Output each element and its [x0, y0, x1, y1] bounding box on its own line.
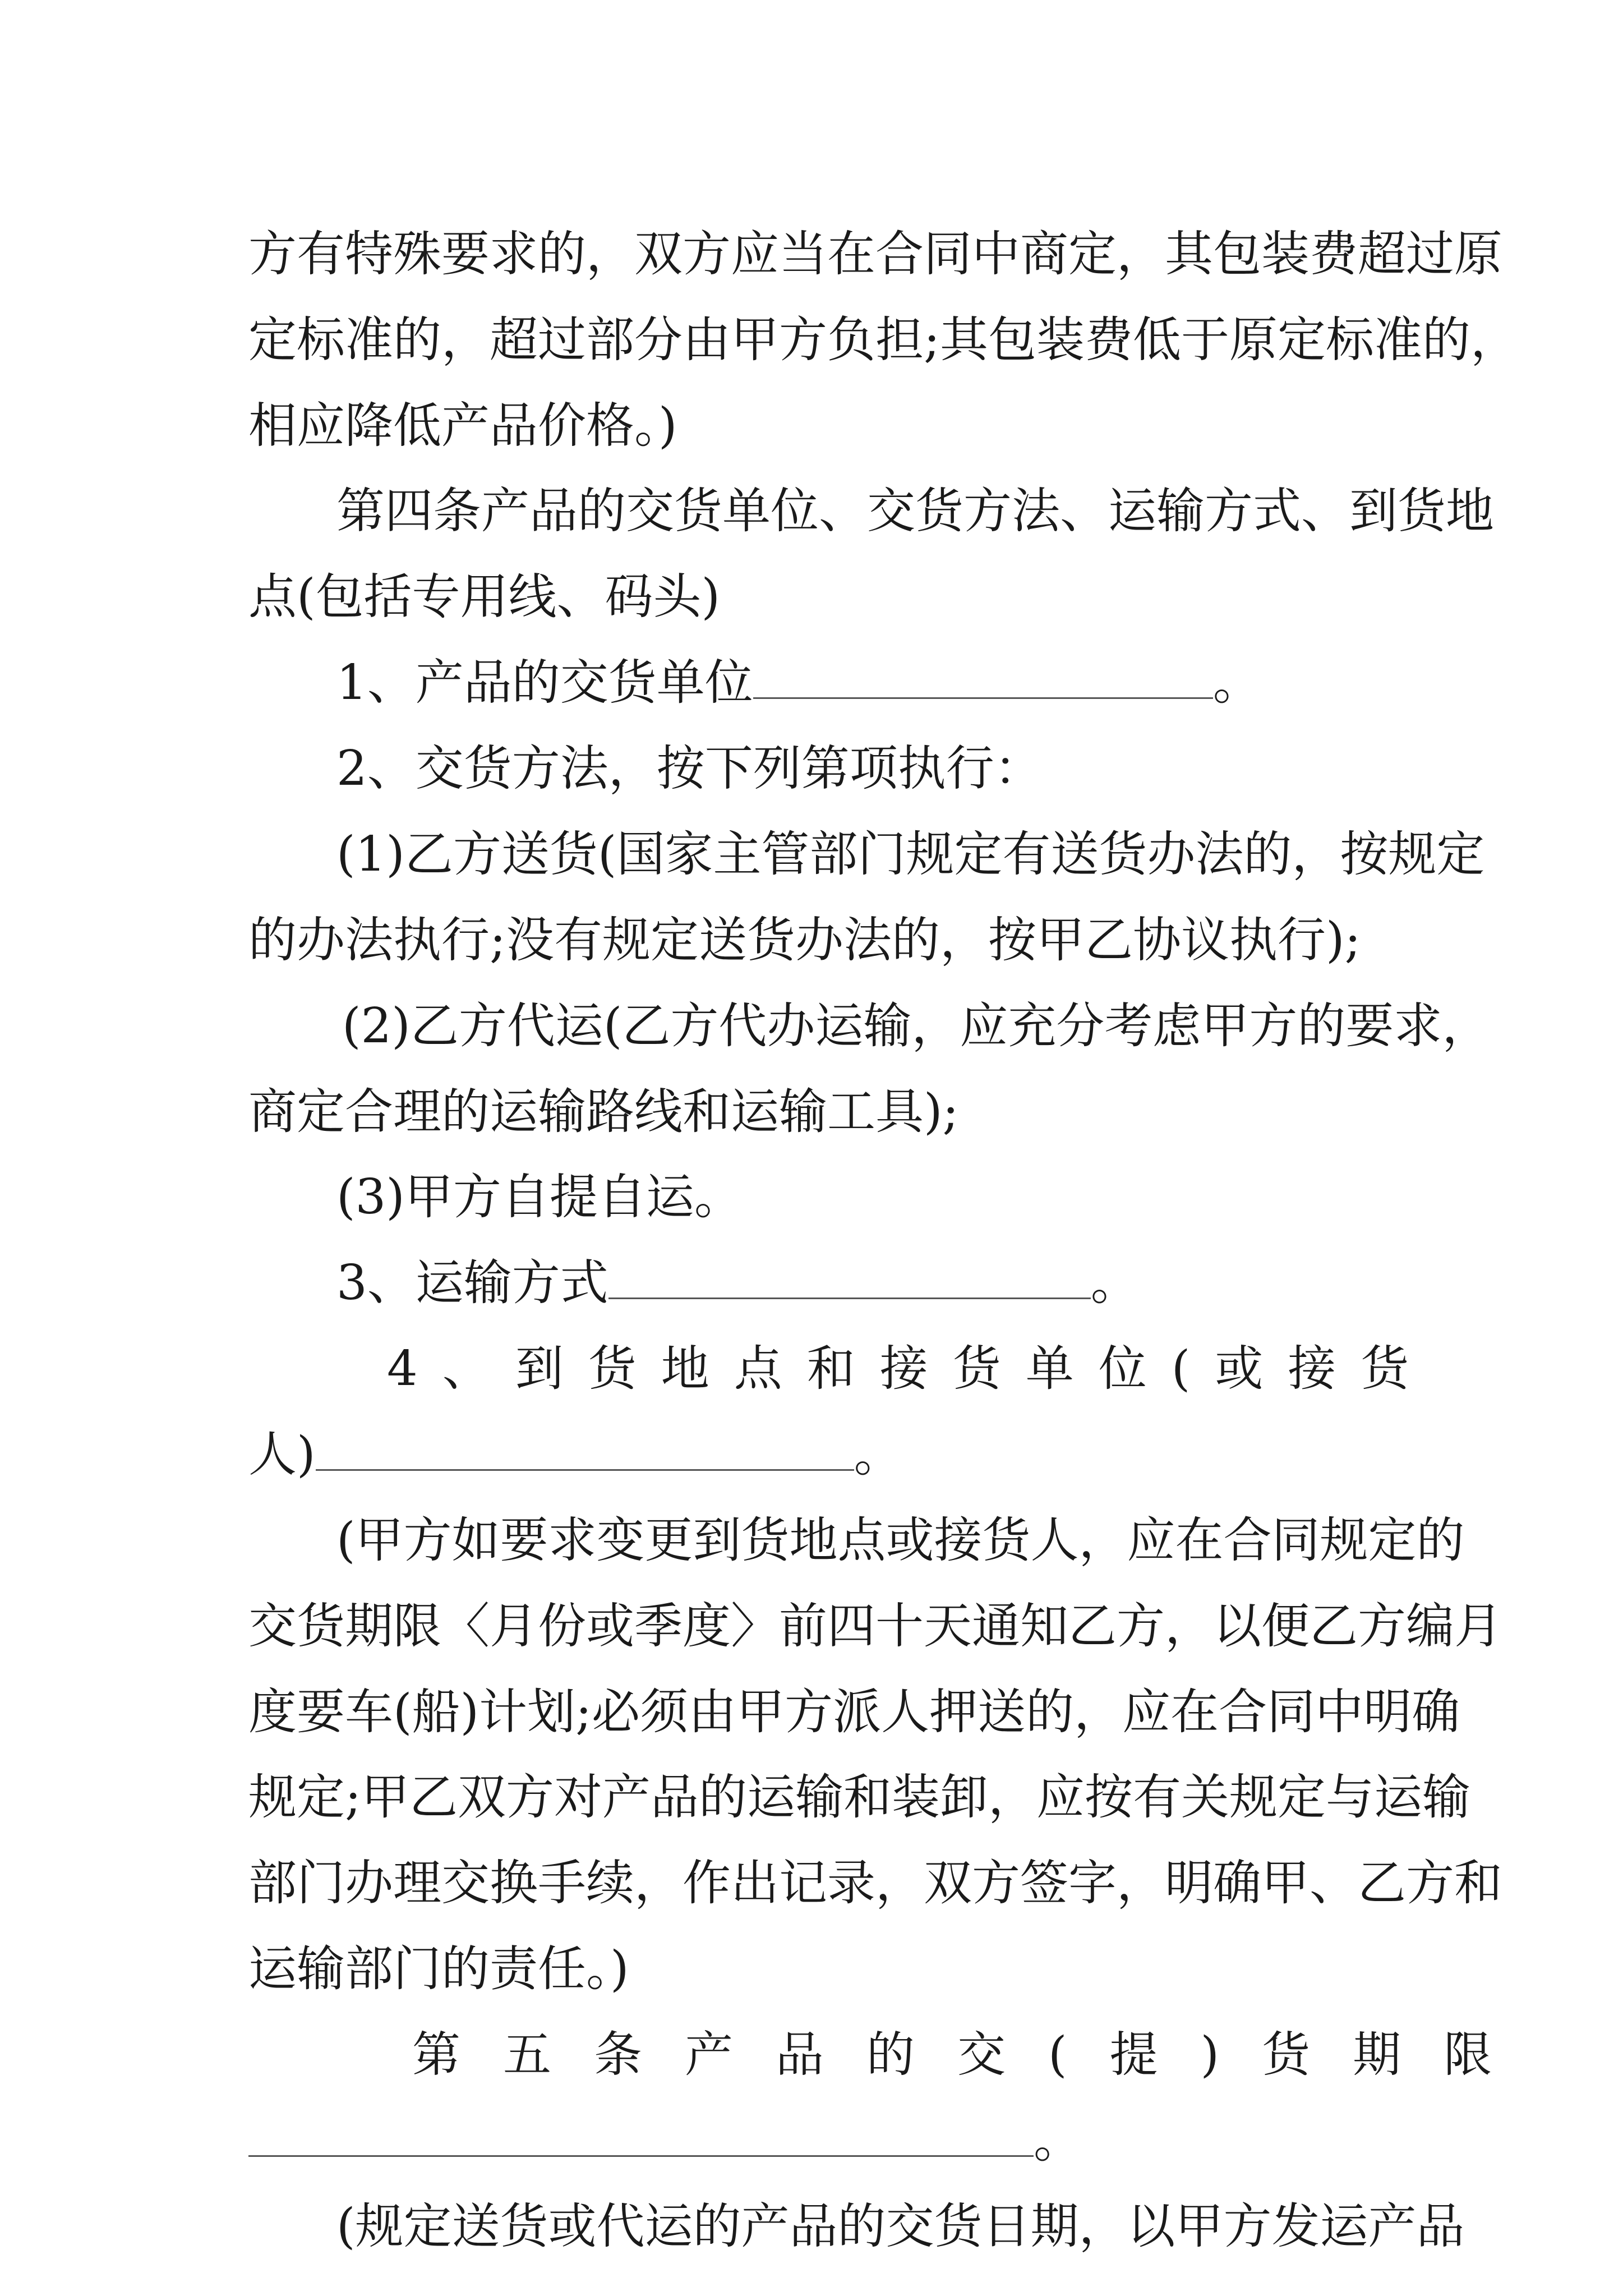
receiver-line [248, 1412, 902, 1497]
period-mark: 。 [854, 1427, 902, 1483]
article-5-label: 第五条产品的交(提)货期限 [412, 2027, 1535, 2083]
paragraph-line: 定标准的，超过部分由甲方负担;其包装费低于原定标准的， [248, 312, 1519, 368]
article-4-heading: 第四条产品的交货单位、交货方法、运输方式、到货地 [336, 483, 1494, 539]
paragraph-line: 交货期限〈月份或季度〉前四十天通知乙方，以便乙方编月 [248, 1598, 1502, 1654]
paragraph-line: 方有特殊要求的，双方应当在合同中商定，其包装费超过原 [248, 226, 1502, 282]
paragraph-line: 的办法执行;没有规定送货办法的，按甲乙协议执行); [248, 912, 1361, 968]
receiver-label: 人) [248, 1427, 316, 1483]
destination-line [387, 1327, 1434, 1411]
paragraph-line: (2)乙方代运(乙方代办运输，应充分考虑甲方的要求， [342, 998, 1491, 1054]
transport-method-blank[interactable] [608, 1249, 1091, 1299]
paragraph-line: 度要车(船)计划;必须由甲方派人押送的，应在合同中明确 [248, 1684, 1460, 1740]
delivery-unit-line [336, 641, 1261, 725]
paragraph-line: 规定;甲乙双方对产品的运输和装卸，应按有关规定与运输 [248, 1769, 1470, 1825]
paragraph-line: (1)乙方送货(国家主管部门规定有送货办法的，按规定 [336, 826, 1485, 882]
receiver-blank[interactable] [316, 1421, 854, 1471]
period-mark: 。 [1034, 2113, 1082, 2169]
period-mark: 。 [1090, 1255, 1139, 1311]
paragraph-line: 2、交货方法，按下列第项执行： [336, 740, 1043, 797]
deadline-blank[interactable] [248, 2107, 1034, 2157]
paragraph-line: (3)甲方自提自运。 [336, 1169, 743, 1225]
period-mark: 。 [1212, 655, 1261, 711]
destination-label: 4、到货地点和接货单位(或接货 [387, 1341, 1434, 1397]
article-5-heading [412, 2013, 1534, 2097]
paragraph-line: 运输部门的责任。) [248, 1941, 629, 1997]
transport-method-line [336, 1241, 1139, 1325]
deadline-line [248, 2099, 1082, 2183]
paragraph-line: 相应降低产品价格。) [248, 398, 677, 454]
transport-method-label: 3、运输方式 [336, 1255, 608, 1311]
paragraph-line: (甲方如要求变更到货地点或接货人，应在合同规定的 [336, 1512, 1465, 1568]
delivery-unit-label: 1、产品的交货单位 [336, 655, 753, 711]
paragraph-line: 点(包括专用线、码头) [248, 569, 721, 625]
delivery-unit-blank[interactable] [753, 649, 1213, 699]
paragraph-line: 部门办理交换手续，作出记录，双方签字，明确甲、乙方和 [248, 1855, 1502, 1911]
paragraph-line: (规定送货或代运的产品的交货日期，以甲方发运产品 [336, 2198, 1465, 2254]
paragraph-line: 商定合理的运输路线和运输工具); [248, 1084, 959, 1140]
